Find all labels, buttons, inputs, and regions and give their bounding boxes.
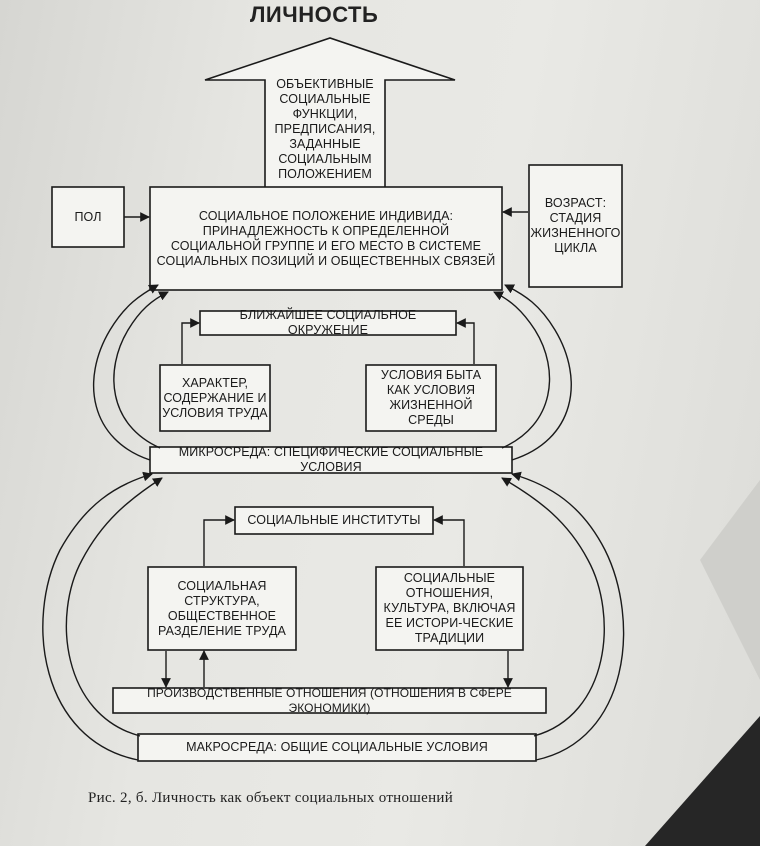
social-position-label: СОЦИАЛЬНОЕ ПОЛОЖЕНИЕ ИНДИВИДА: ПРИНАДЛЕЖНОСТЬ К ОПРЕДЕЛЕННОЙ СОЦИАЛЬНОЙ ГРУППЕ И ЕГО МЕСТО В СИСТЕМЕ СОЦИАЛЬНЫХ ПОЗИЦИЙ И ОБЩЕСТВЕННЫХ СВЯЗЕЙ xyxy=(156,209,496,268)
structure-label: СОЦИАЛЬНАЯ СТРУКТУРА, ОБЩЕСТВЕННОЕ РАЗДЕЛЕНИЕ ТРУДА xyxy=(158,578,286,638)
institutions-label: СОЦИАЛЬНЫЕ ИНСТИТУТЫ xyxy=(247,513,421,527)
diagram-title: ЛИЧНОСТЬ xyxy=(250,2,379,27)
macroenv-label: МАКРОСРЕДА: ОБЩИЕ СОЦИАЛЬНЫЕ УСЛОВИЯ xyxy=(186,740,488,754)
age-label: ВОЗРАСТ: СТАДИЯ ЖИЗНЕННОГО ЦИКЛА xyxy=(530,196,621,255)
objective-label: ОБЪЕКТИВНЫЕ СОЦИАЛЬНЫЕ ФУНКЦИИ, ПРЕДПИСАНИЯ, ЗАДАННЫЕ СОЦИАЛЬНЫМ ПОЛОЖЕНИЕМ xyxy=(274,76,376,181)
figure-caption: Рис. 2, б. Личность как объект социальных отношений xyxy=(88,790,454,806)
living-to-env-arrow xyxy=(457,323,474,364)
work-label: ХАРАКТЕР, СОДЕРЖАНИЕ И УСЛОВИЯ ТРУДА xyxy=(162,375,268,420)
micro-right-curve-inner xyxy=(494,292,550,448)
structure-to-inst-arrow xyxy=(204,520,234,566)
living-label: УСЛОВИЯ БЫТА КАК УСЛОВИЯ ЖИЗНЕННОЙ СРЕДЫ xyxy=(380,368,482,427)
macro-left-curve-outer xyxy=(43,474,152,760)
immediate-env-label: БЛИЖАЙШЕЕ СОЦИАЛЬНОЕ ОКРУЖЕНИЕ xyxy=(239,308,417,337)
micro-right-curve-outer xyxy=(505,285,571,460)
production-label: ПРОИЗВОДСТВЕННЫЕ ОТНОШЕНИЯ (ОТНОШЕНИЯ В СФЕРЕ ЭКОНОМИКИ) xyxy=(147,685,512,715)
sex-label: ПОЛ xyxy=(74,209,102,224)
work-to-env-arrow xyxy=(182,323,199,364)
relations-to-inst-arrow xyxy=(434,520,464,566)
microenv-label: МИКРОСРЕДА: СПЕЦИФИЧЕСКИЕ СОЦИАЛЬНЫЕ УСЛОВИЯ xyxy=(178,445,484,474)
micro-left-curve-outer xyxy=(94,285,158,460)
macro-right-curve-outer xyxy=(512,474,624,760)
relations-label: СОЦИАЛЬНЫЕ ОТНОШЕНИЯ, КУЛЬТУРА, ВКЛЮЧАЯ ЕЕ ИСТОРИ-ЧЕСКИЕ ТРАДИЦИИ xyxy=(383,571,516,645)
